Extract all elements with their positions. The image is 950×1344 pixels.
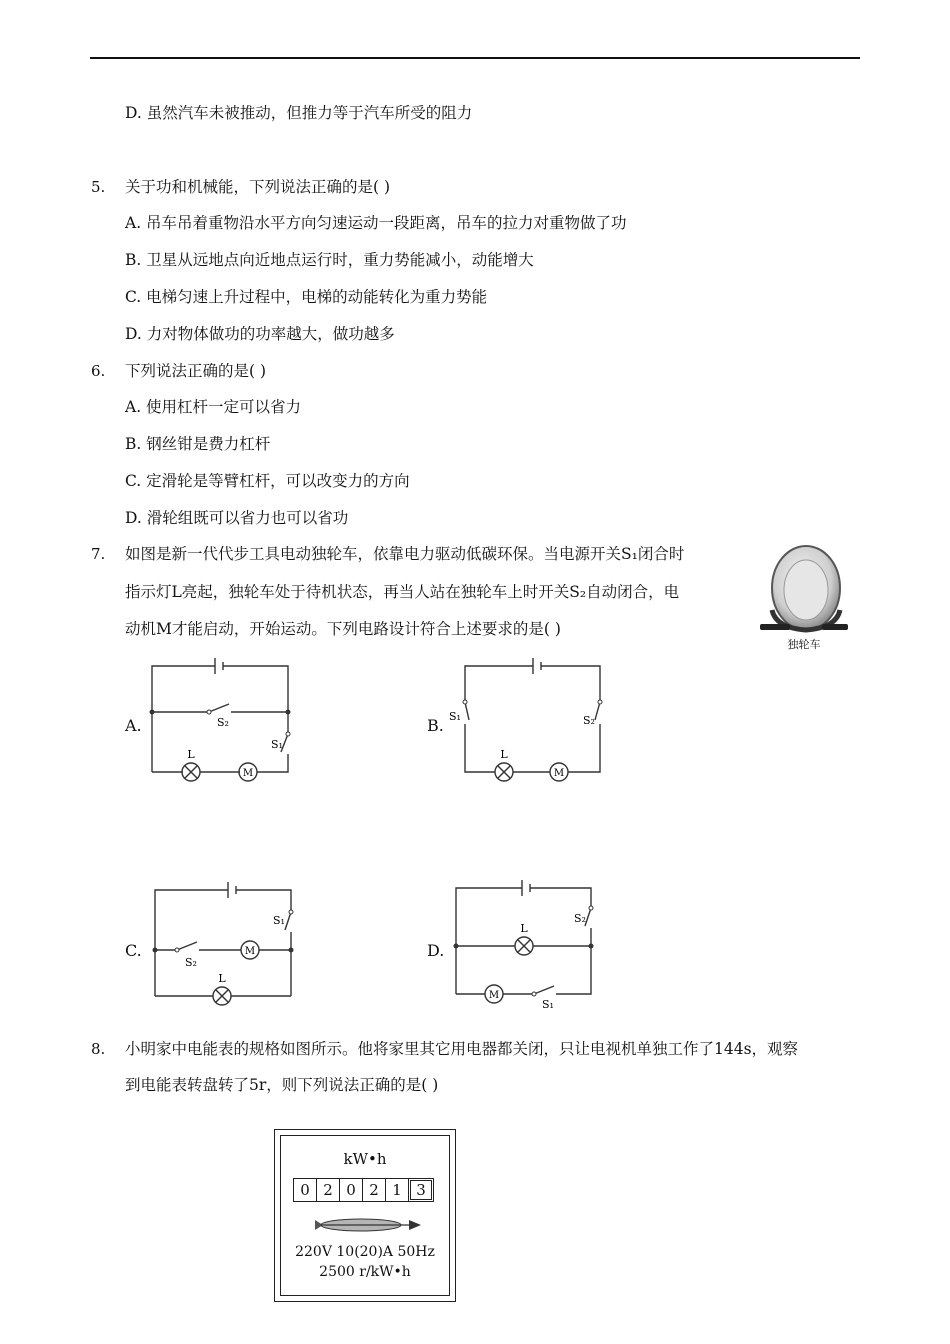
meter-spec-constant: 2500 r/kW•h (319, 1264, 411, 1280)
q8-number: 8. (91, 1040, 106, 1058)
s2-label: S₂ (217, 716, 229, 729)
s1-label: S₁ (271, 738, 283, 751)
motor-label: M (553, 768, 565, 779)
meter-spec-voltage: 220V 10(20)A 50Hz (295, 1244, 435, 1260)
circuit-a (145, 652, 295, 787)
lamp-label: L (187, 748, 195, 761)
q7-option-a-label: A. (125, 716, 142, 735)
meter-disc-arrow-icon (311, 1214, 426, 1236)
q6-option-c: C. 定滑轮是等臂杠杆，可以改变力的方向 (125, 472, 410, 490)
q6-option-d: D. 滑轮组既可以省力也可以省功 (125, 509, 349, 527)
s2-label: S₂ (185, 956, 197, 969)
meter-unit: kW•h (343, 1150, 387, 1168)
unicycle-image (756, 540, 852, 650)
lamp-label: L (500, 748, 508, 761)
energy-meter (274, 1129, 456, 1302)
q5-option-b: B. 卫星从远地点向近地点运行时，重力势能减小，动能增大 (125, 251, 534, 269)
q7-number: 7. (91, 545, 106, 563)
s1-label: S₁ (449, 710, 461, 723)
q8-line-2: 到电能表转盘转了5r，则下列说法正确的是( ) (125, 1076, 439, 1094)
lamp-label: L (218, 972, 226, 985)
meter-digit: 2 (363, 1179, 386, 1201)
q6-option-b: B. 钢丝钳是费力杠杆 (125, 435, 271, 453)
meter-digit: 0 (294, 1179, 317, 1201)
unicycle-caption: 独轮车 (787, 638, 821, 651)
circuit-c (145, 876, 300, 1011)
s1-label: S₁ (273, 914, 285, 927)
q5-option-d: D. 力对物体做功的功率越大，做功越多 (125, 325, 395, 343)
q7-line-1: 如图是新一代代步工具电动独轮车，依靠电力驱动低碳环保。当电源开关S₁闭合时 (125, 545, 685, 563)
header-rule (90, 57, 860, 59)
q7-option-b-label: B. (427, 716, 444, 735)
circuit-d (448, 876, 603, 1011)
lamp-label: L (520, 922, 528, 935)
meter-digit-decimal: 3 (410, 1180, 432, 1200)
q7-line-3: 动机M才能启动，开始运动。下列电路设计符合上述要求的是( ) (125, 620, 561, 638)
meter-digit: 0 (340, 1179, 363, 1201)
q7-option-c-label: C. (125, 941, 142, 960)
q8-line-1: 小明家中电能表的规格如图所示。他将家里其它用电器都关闭，只让电视机单独工作了144s，观察 (125, 1040, 799, 1058)
q4-option-d: D. 虽然汽车未被推动，但推力等于汽车所受的阻力 (125, 104, 473, 122)
s2-label: S₂ (583, 714, 595, 727)
q5-option-c: C. 电梯匀速上升过程中，电梯的动能转化为重力势能 (125, 288, 488, 306)
meter-digits (293, 1178, 434, 1202)
s1-label: S₁ (542, 998, 554, 1011)
motor-label: M (244, 946, 256, 957)
q7-line-2: 指示灯L亮起，独轮车处于待机状态，再当人站在独轮车上时开关S₂自动闭合，电 (125, 583, 680, 601)
q7-option-d-label: D. (427, 941, 445, 960)
q5-number: 5. (91, 178, 106, 196)
motor-label: M (488, 990, 500, 1001)
motor-label: M (242, 768, 254, 779)
q6-option-a: A. 使用杠杆一定可以省力 (125, 398, 302, 416)
s2-label: S₂ (574, 912, 586, 925)
q6-stem: 下列说法正确的是( ) (125, 362, 267, 380)
circuit-b (449, 652, 605, 787)
q6-number: 6. (91, 362, 106, 380)
q5-option-a: A. 吊车吊着重物沿水平方向匀速运动一段距离，吊车的拉力对重物做了功 (125, 214, 627, 232)
q5-stem: 关于功和机械能，下列说法正确的是( ) (125, 178, 391, 196)
meter-digit: 2 (317, 1179, 340, 1201)
meter-digit: 1 (386, 1179, 409, 1201)
